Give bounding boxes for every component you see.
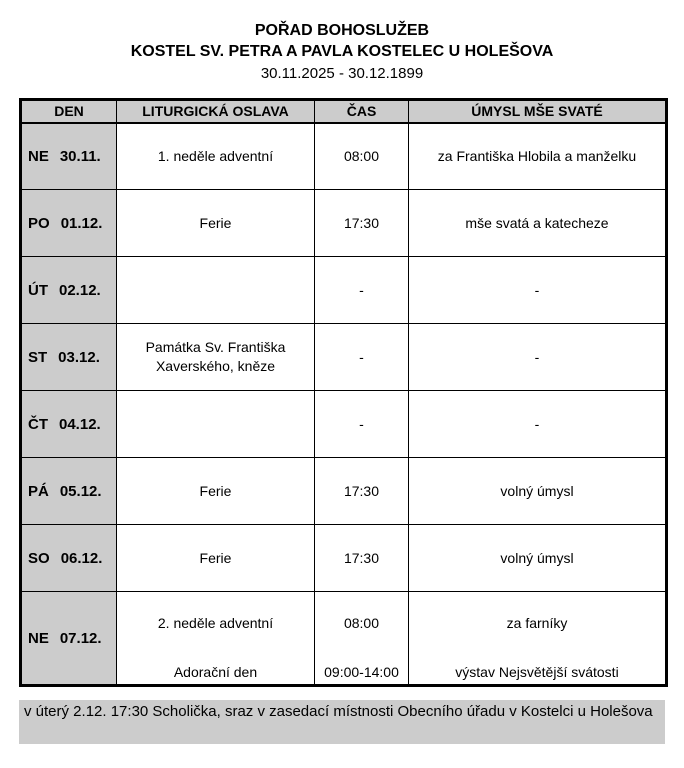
column-header-liturgicka-oslava: LITURGICKÁ OSLAVA: [117, 100, 315, 123]
date-range: 30.11.2025 - 30.12.1899: [260, 65, 424, 82]
page-subtitle: KOSTEL SV. PETRA A PAVLA KOSTELEC U HOLEŠOVA: [130, 43, 554, 60]
column-header-den: DEN: [21, 100, 117, 123]
table-row: [21, 190, 667, 257]
intention-cell: [409, 592, 667, 686]
celebration-cell: Ferie: [117, 190, 315, 257]
day-date: 03.12.: [58, 348, 100, 366]
day-cell: [21, 190, 117, 257]
title-block: [0, 20, 684, 84]
time-cell: -: [315, 391, 409, 458]
time-cell: 17:30: [315, 525, 409, 592]
time-cell: [315, 592, 409, 686]
table-row: [21, 123, 667, 190]
time-line-1: 08:00: [343, 614, 380, 631]
time-cell: 08:00: [315, 123, 409, 190]
day-cell: [21, 324, 117, 391]
page-title: POŘAD BOHOSLUŽEB: [254, 22, 430, 39]
celebration-cell: Ferie: [117, 525, 315, 592]
celebration-cell: [117, 257, 315, 324]
time-cell: 17:30: [315, 190, 409, 257]
time-line-2: 09:00-14:00: [324, 664, 399, 680]
day-date: 02.12.: [59, 281, 101, 299]
table-header-row: [21, 100, 667, 123]
intention-cell: mše svatá a katecheze: [409, 190, 667, 257]
table-row: [21, 592, 667, 686]
time-cell: -: [315, 257, 409, 324]
day-date: 04.12.: [59, 415, 101, 433]
celebration-line-1: 2. neděle adventní: [157, 614, 274, 631]
schedule-table: [19, 98, 668, 687]
table-row: [21, 525, 667, 592]
day-abbrev: NE: [28, 147, 49, 165]
day-abbrev: SO: [28, 549, 50, 567]
celebration-cell: 1. neděle adventní: [117, 123, 315, 190]
intention-cell: -: [409, 391, 667, 458]
table-row: [21, 391, 667, 458]
day-abbrev: NE: [28, 629, 49, 647]
day-date: 07.12.: [59, 629, 102, 647]
celebration-line-2: Adorační den: [173, 664, 258, 680]
intention-cell: -: [409, 324, 667, 391]
day-cell: [21, 525, 117, 592]
celebration-cell: [117, 391, 315, 458]
celebration-cell: Památka Sv. Františka Xaverského, kněze: [117, 324, 315, 391]
intention-line-2: výstav Nejsvětější svátosti: [455, 664, 619, 680]
day-abbrev: ÚT: [28, 281, 48, 299]
day-abbrev: PO: [28, 214, 50, 232]
table-row: [21, 458, 667, 525]
day-date: 05.12.: [59, 482, 102, 500]
day-cell: [21, 458, 117, 525]
footer-note: v úterý 2.12. 17:30 Scholička, sraz v zasedací místnosti Obecního úřadu v Kostelci u Holešova: [19, 700, 665, 744]
day-cell: [21, 257, 117, 324]
celebration-cell: Ferie: [117, 458, 315, 525]
day-abbrev: ČT: [28, 415, 48, 433]
day-date: 01.12.: [60, 214, 103, 232]
column-header-umysl: ÚMYSL MŠE SVATÉ: [409, 100, 667, 123]
day-abbrev: PÁ: [28, 482, 49, 500]
intention-line-1: za farníky: [506, 614, 568, 631]
table-row: [21, 324, 667, 391]
intention-cell: za Františka Hlobila a manželku: [409, 123, 667, 190]
celebration-cell: [117, 592, 315, 686]
intention-cell: -: [409, 257, 667, 324]
time-cell: 17:30: [315, 458, 409, 525]
day-date: 06.12.: [60, 549, 103, 567]
day-cell: [21, 391, 117, 458]
time-cell: -: [315, 324, 409, 391]
intention-cell: volný úmysl: [409, 525, 667, 592]
day-cell: [21, 123, 117, 190]
table-row: [21, 257, 667, 324]
column-header-cas: ČAS: [315, 100, 409, 123]
day-date: 30.11.: [59, 147, 101, 165]
intention-cell: volný úmysl: [409, 458, 667, 525]
day-cell: [21, 592, 117, 686]
day-abbrev: ST: [28, 348, 48, 366]
